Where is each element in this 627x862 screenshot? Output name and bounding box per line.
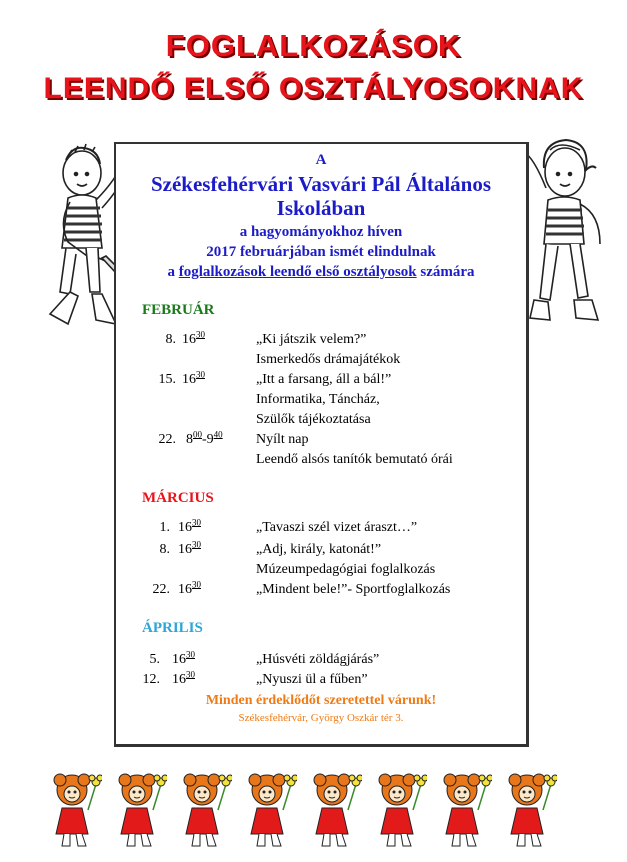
event-title: „Ki játszik velem?” (256, 332, 367, 347)
event-time: $16^{30}$ (172, 669, 195, 687)
flower-child-illustration (375, 770, 427, 852)
flower-child-illustration (505, 770, 557, 852)
flower-child-illustration (115, 770, 167, 852)
event-day: 5. (149, 652, 160, 667)
event-time: $16^{30}$ (178, 579, 201, 597)
flower-child-illustration (180, 770, 232, 852)
event-detail: Leendő alsós tanítók bemutató órái (256, 452, 453, 467)
event-title: „Mindent bele!”- Sportfoglalkozás (256, 582, 451, 597)
event-title: „Tavaszi szél vizet áraszt…” (256, 520, 418, 535)
month-februar: FEBRUÁR (142, 302, 215, 318)
audience-pre: a (167, 264, 179, 280)
event-title: „Nyuszi ül a fűben” (256, 672, 368, 687)
event-day: 22. (158, 432, 176, 447)
school-name-line-1: Székesfehérvári Vasvári Pál Általános (150, 172, 492, 196)
header-tradition: a hagyományokhoz híven (239, 224, 403, 240)
title-line-1: FOGLALKOZÁSOK (165, 28, 462, 63)
event-time: $16^{30}$ (182, 329, 205, 347)
event-day: 12. (142, 672, 160, 687)
event-time: $16^{30}$ (172, 649, 195, 667)
event-day: 15. (158, 372, 176, 387)
header-start: 2017 februárjában ismét elindulnak (206, 244, 436, 260)
event-day: 22. (152, 582, 170, 597)
event-detail: Szülők tájékoztatása (256, 412, 371, 427)
event-time: $16^{30}$ (182, 369, 205, 387)
month-aprilis: ÁPRILIS (142, 620, 203, 636)
school-name (116, 172, 526, 220)
flower-child-illustration (440, 770, 492, 852)
event-day: 8. (159, 542, 170, 557)
audience-post: számára (416, 264, 475, 280)
event-title: „Itt a farsang, áll a bál!” (256, 372, 392, 387)
event-day: 1. (159, 520, 170, 535)
footer-invitation: Minden érdeklődőt szeretettel várunk! (205, 693, 437, 708)
event-time: $16^{30}$ (178, 517, 201, 535)
event-day: 8. (165, 332, 176, 347)
event-detail: Ismerkedős drámajátékok (256, 352, 401, 367)
event-detail: Múzeumpedagógiai foglalkozás (256, 562, 436, 577)
event-title: „Húsvéti zöldágjárás” (256, 652, 380, 667)
flower-child-illustration (310, 770, 362, 852)
event-title: Nyílt nap (256, 432, 309, 447)
flower-child-illustration (245, 770, 297, 852)
header-audience (116, 264, 526, 281)
header-article: A (315, 152, 327, 168)
school-name-line-2: Iskolában (276, 196, 366, 220)
audience-link: foglalkozások leendő első osztályosok (178, 264, 417, 280)
footer-address: Székesfehérvár, György Oszkár tér 3. (238, 712, 404, 724)
event-title: „Adj, király, katonát!” (256, 542, 382, 557)
event-detail: Informatika, Táncház, (256, 392, 380, 407)
title-line-2: LEENDŐ ELSŐ OSZTÁLYOSOKNAK (43, 72, 584, 105)
poster-frame (114, 142, 529, 747)
event-time: $8^{00}-9^{40}$ (186, 429, 223, 447)
flower-children-row (50, 770, 590, 850)
event-time: $16^{30}$ (178, 539, 201, 557)
month-marcius: MÁRCIUS (142, 490, 214, 506)
flower-child-illustration (50, 770, 102, 852)
